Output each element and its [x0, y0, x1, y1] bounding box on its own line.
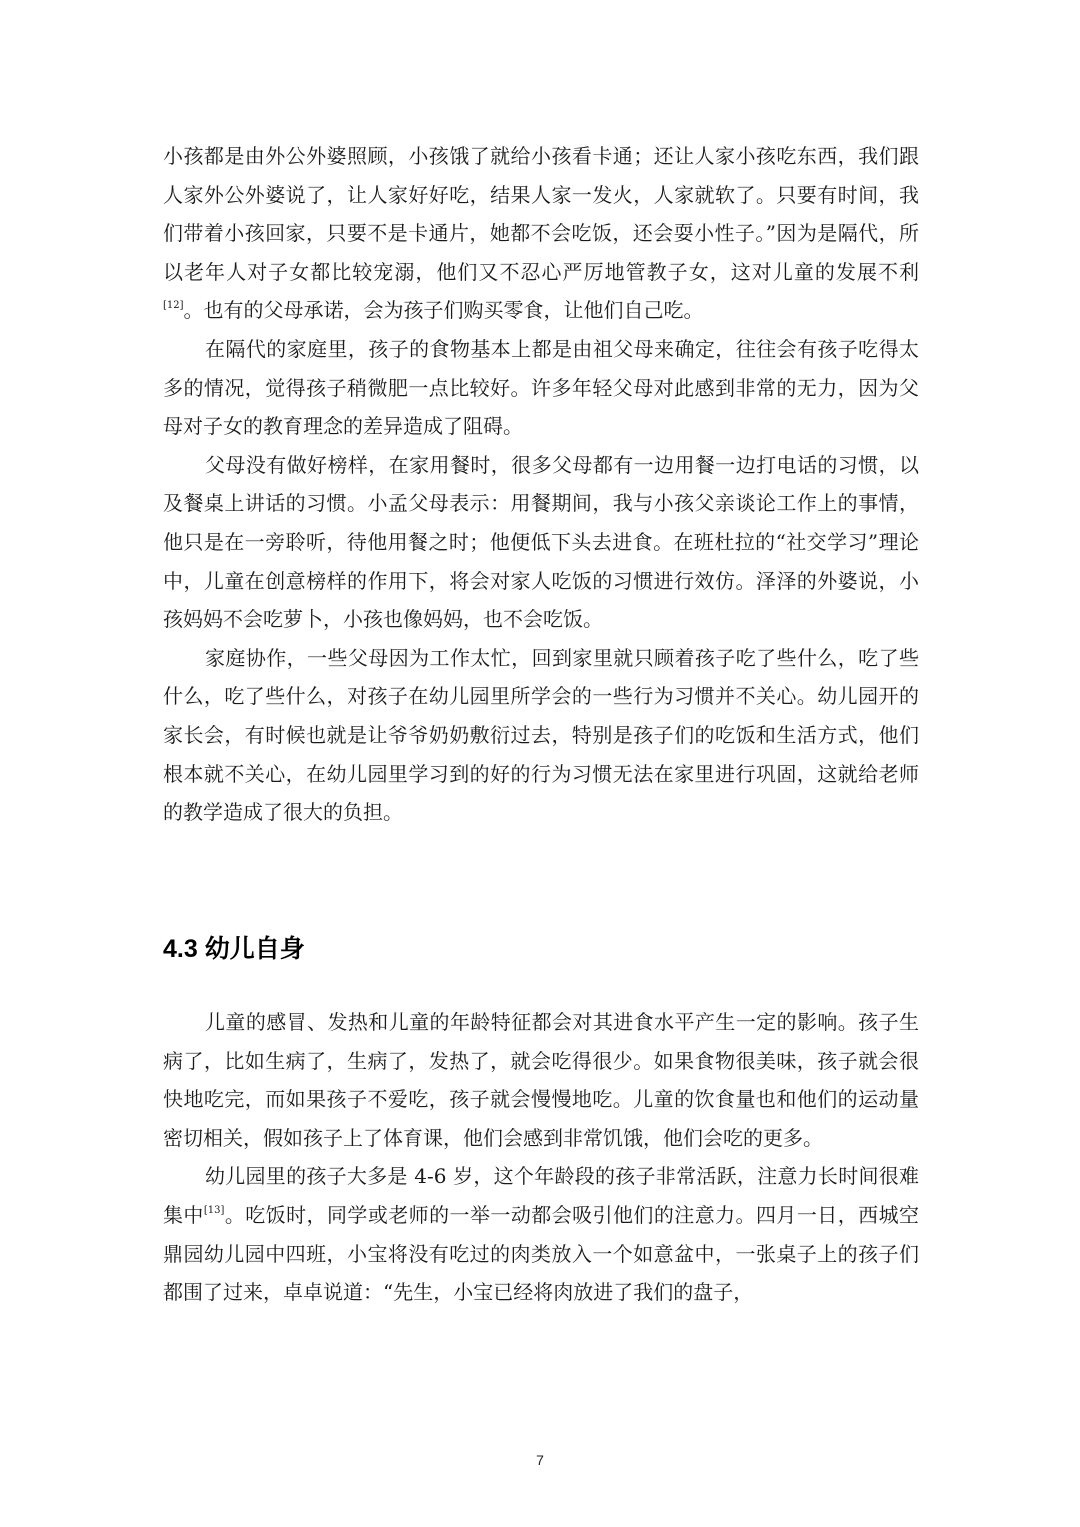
citation-13[interactable]: [13] — [203, 1204, 225, 1216]
paragraph-2: 在隔代的家庭里，孩子的食物基本上都是由祖父母来确定，往往会有孩子吃得太多的情况，觉得孩子稍微肥一点比较好。许多年轻父母对此感到非常的无力，因为父母对子女的教育理念的差异造成了阻碍。 — [163, 336, 919, 439]
paragraph-text: 小孩都是由外公外婆照顾，小孩饿了就给小孩看卡通；还让人家小孩吃东西，我们跟人家外公外婆说了，让人家好好吃，结果人家一发火，人家就软了。只要有时间，我们带着小孩回家，只要不是卡通片，她都不会吃饭，还会耍小性子。”因为是隔代，所以老年人对子女都比较宠溺，他们又不忍心严厉地管教子女，这对儿童的发展不利 — [163, 144, 919, 284]
body-text-section-1 — [163, 137, 919, 832]
paragraph-text: 幼儿园里的孩子大多是 4-6 岁，这个年龄段的孩子非常活跃，注意力长时间很难集中 — [163, 1164, 919, 1227]
citation-12[interactable]: [12] — [163, 300, 184, 312]
section-heading: 4.3 幼儿自身 — [163, 935, 305, 963]
page-number: 7 — [536, 1452, 544, 1468]
paragraph-4: 家庭协作，一些父母因为工作太忙，回到家里就只顾着孩子吃了些什么，吃了些什么，吃了些什么，对孩子在幼儿园里所学会的一些行为习惯并不关心。幼儿园开的家长会，有时候也就是让爷爷奶奶敷衍过去，特别是孩子们的吃饭和生活方式，他们根本就不关心，在幼儿园里学习到的好的行为习惯无法在家里进行巩固，这就给老师的教学造成了很大的负担。 — [163, 645, 919, 825]
paragraph-5: 儿童的感冒、发热和儿童的年龄特征都会对其进食水平产生一定的影响。孩子生病了，比如生病了，生病了，发热了，就会吃得很少。如果食物很美味，孩子就会很快地吃完，而如果孩子不爱吃，孩子就会慢慢地吃。儿童的饮食量也和他们的运动量密切相关，假如孩子上了体育课，他们会感到非常饥饿，他们会吃的更多。 — [163, 1010, 919, 1150]
paragraph-text-after: 。也有的父母承诺，会为孩子们购买零食，让他们自己吃。 — [183, 298, 704, 323]
body-text-section-2 — [163, 1003, 919, 1312]
paragraph-3: 父母没有做好榜样，在家用餐时，很多父母都有一边用餐一边打电话的习惯，以及餐桌上讲话的习惯。小孟父母表示：用餐期间，我与小孩父亲谈论工作上的事情，他只是在一旁聆听，待他用餐之时；他便低下头去进食。在班杜拉的“社交学习”理论中，儿童在创意榜样的作用下，将会对家人吃饭的习惯进行效仿。泽泽的外婆说，小孩妈妈不会吃萝卜，小孩也像妈妈，也不会吃饭。 — [163, 452, 919, 632]
paragraph-text-after: 。吃饭时，同学或老师的一举一动都会吸引他们的注意力。四月一日，西城空鼎园幼儿园中四班，小宝将没有吃过的肉类放入一个如意盆中，一张桌子上的孩子们都围了过来，卓卓说道：“先生，小宝已经将肉放进了我们的盘子， — [163, 1202, 919, 1305]
paragraph-6 — [163, 1157, 919, 1311]
paragraph-1 — [163, 137, 919, 330]
